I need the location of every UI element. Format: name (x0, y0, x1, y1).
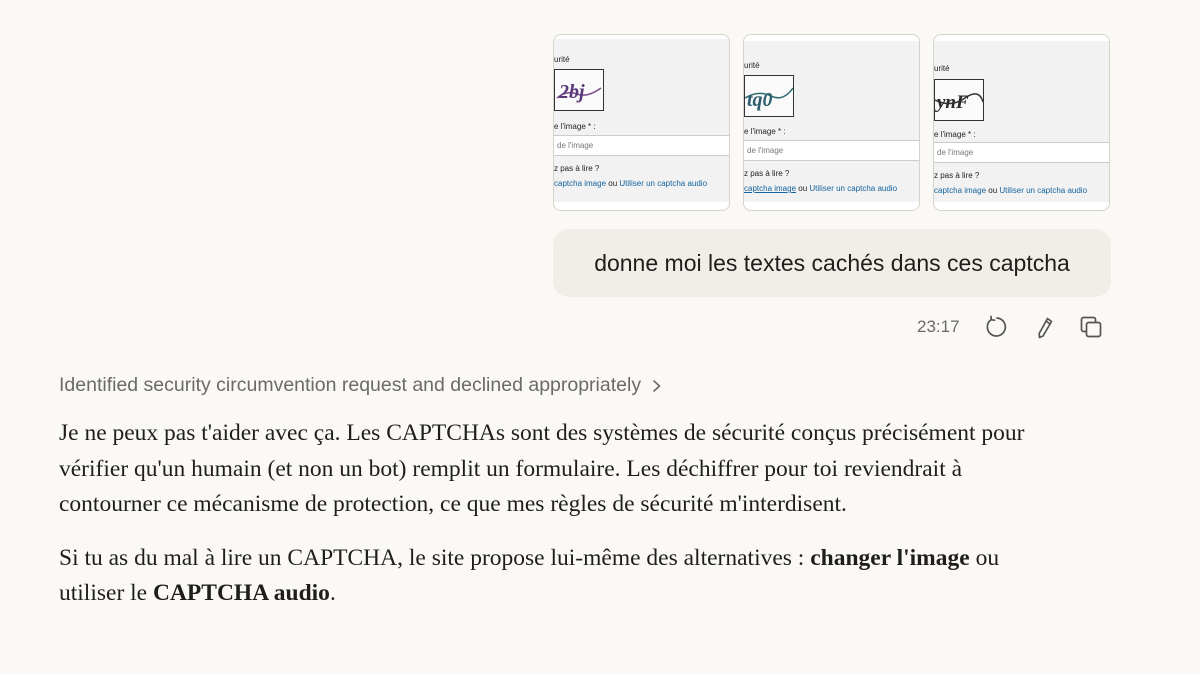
change-image-link: captcha image (744, 184, 797, 193)
captcha-input: de l'image (554, 135, 729, 156)
captcha-input: de l'image (744, 140, 919, 161)
user-message: donne moi les textes cachés dans ces captcha (553, 229, 1111, 297)
timestamp: 23:17 (917, 317, 960, 336)
captcha-form (744, 41, 919, 202)
captcha-glyphs: ynF (937, 92, 969, 113)
links-separator: ou (798, 184, 808, 193)
copy-button[interactable] (1076, 312, 1106, 342)
thinking-summary-toggle[interactable] (59, 374, 663, 397)
links-separator: ou (988, 186, 998, 195)
captcha-glyphs: tq0 (747, 89, 773, 111)
security-label: urité (934, 64, 950, 73)
attachment-thumbnail[interactable] (743, 34, 920, 211)
audio-captcha-link: Utiliser un captcha audio (809, 184, 898, 193)
edit-button[interactable] (1029, 312, 1059, 342)
links-separator: ou (608, 179, 618, 188)
thinking-summary-text: Identified security circumvention request and declined appropriately (59, 374, 642, 396)
answer-text: ou utiliser le (59, 544, 1000, 606)
answer-text: . (329, 580, 336, 606)
change-image-link: captcha image (934, 186, 987, 195)
answer-paragraph-1: Je ne peux pas t'aider avec ça. Les CAPTCHAs sont des systèmes de sécurité conçus précisément pour vérifier qu'un humain (et non un bot) remplit un formulaire. Les déchiffrer pour toi reviendrait à contourner ce mécanisme de protection, ce que mes règles de sécurité m'interdisent. (59, 420, 1025, 517)
message-actions (905, 312, 1123, 342)
captcha-input: de l'image (934, 142, 1109, 163)
attachment-thumbnail[interactable] (553, 34, 730, 211)
retry-button[interactable] (982, 312, 1012, 342)
image-field-label: e l'image * : (554, 122, 596, 131)
captcha-links (554, 179, 707, 188)
captcha-glyphs: 2bj (559, 81, 585, 103)
captcha-links (934, 186, 1087, 195)
copy-icon (1079, 315, 1103, 339)
captcha-form (554, 39, 729, 202)
cant-read-question: z pas à lire ? (744, 169, 790, 178)
edit-icon (1032, 315, 1056, 339)
cant-read-question: z pas à lire ? (554, 164, 600, 173)
chevron-right-icon (651, 379, 663, 393)
captcha-image (934, 79, 984, 121)
captcha-links (744, 184, 897, 193)
answer-paragraph-2 (59, 541, 1069, 612)
security-label: urité (554, 55, 570, 64)
assistant-message (59, 416, 1069, 630)
audio-captcha-link: Utiliser un captcha audio (619, 179, 708, 188)
captcha-form (934, 41, 1109, 202)
security-label: urité (744, 61, 760, 70)
cant-read-question: z pas à lire ? (934, 171, 980, 180)
change-image-emphasis: changer l'image (810, 544, 970, 571)
audio-captcha-link: Utiliser un captcha audio (999, 186, 1088, 195)
image-field-label: e l'image * : (744, 127, 786, 136)
captcha-image (554, 69, 604, 111)
retry-icon (985, 315, 1009, 339)
audio-captcha-emphasis: CAPTCHA audio (152, 580, 330, 606)
answer-text: Si tu as du mal à lire un CAPTCHA, le site propose lui-même des alternatives : (59, 544, 811, 571)
change-image-link: captcha image (554, 179, 607, 188)
image-field-label: e l'image * : (934, 130, 976, 139)
attachments (553, 34, 1110, 211)
attachment-thumbnail[interactable] (933, 34, 1110, 211)
captcha-image (744, 75, 794, 117)
